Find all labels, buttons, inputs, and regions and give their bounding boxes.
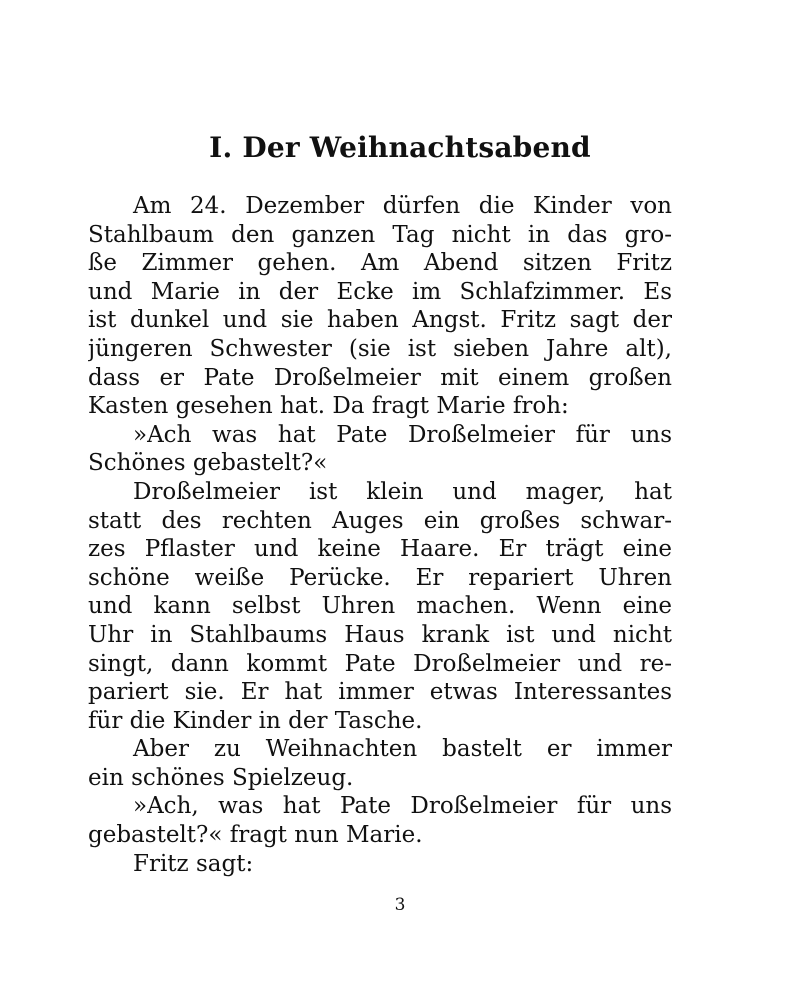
text-line: und kann selbst Uhren machen. Wenn eine	[88, 593, 672, 620]
text-line: Kasten gesehen hat. Da fragt Marie froh:	[88, 393, 569, 420]
text-line: ein schönes Spielzeug.	[88, 764, 354, 791]
text-line: Am 24. Dezember dürfen die Kinder von	[133, 193, 672, 219]
text-line: Aber zu Weihnachten bastelt er immer	[133, 736, 672, 763]
text-line: singt, dann kommt Pate Droßelmeier und re-	[88, 650, 672, 677]
text-line: und Marie in der Ecke im Schlafzimmer. Es	[88, 278, 672, 305]
text-line: dass er Pate Droßelmeier mit einem großen	[88, 364, 672, 391]
text-line: Schönes gebastelt?«	[88, 450, 328, 477]
text-line: Uhr in Stahlbaums Haus krank ist und nicht	[88, 621, 672, 648]
text-line: ße Zimmer gehen. Am Abend sitzen Fritz	[88, 250, 672, 277]
text-line: schöne weiße Perücke. Er repariert Uhren	[88, 564, 672, 591]
text-line: zes Pflaster und keine Haare. Er trägt eine	[88, 536, 672, 563]
page-number: 3	[394, 895, 406, 915]
text-line: für die Kinder in der Tasche.	[88, 707, 423, 734]
text-line: Fritz sagt:	[133, 850, 254, 877]
text-line: pariert sie. Er hat immer etwas Interessantes	[88, 679, 672, 706]
text-line: ist dunkel und sie haben Angst. Fritz sagt der	[88, 307, 672, 334]
text-line: »Ach was hat Pate Droßelmeier für uns	[133, 421, 672, 448]
text-line: Stahlbaum den ganzen Tag nicht in das gro-	[88, 221, 672, 248]
text-line: Droßelmeier ist klein und mager, hat	[133, 478, 672, 505]
text-line: jüngeren Schwester (sie ist sieben Jahre alt),	[88, 335, 672, 362]
text-line: statt des rechten Auges ein großes schwar-	[88, 507, 672, 534]
text-line: »Ach, was hat Pate Droßelmeier für uns	[133, 793, 672, 820]
chapter-body-text	[88, 192, 672, 878]
chapter-title: I. Der Weihnachtsabend	[209, 131, 591, 164]
text-line: gebastelt?« fragt nun Marie.	[88, 822, 423, 849]
